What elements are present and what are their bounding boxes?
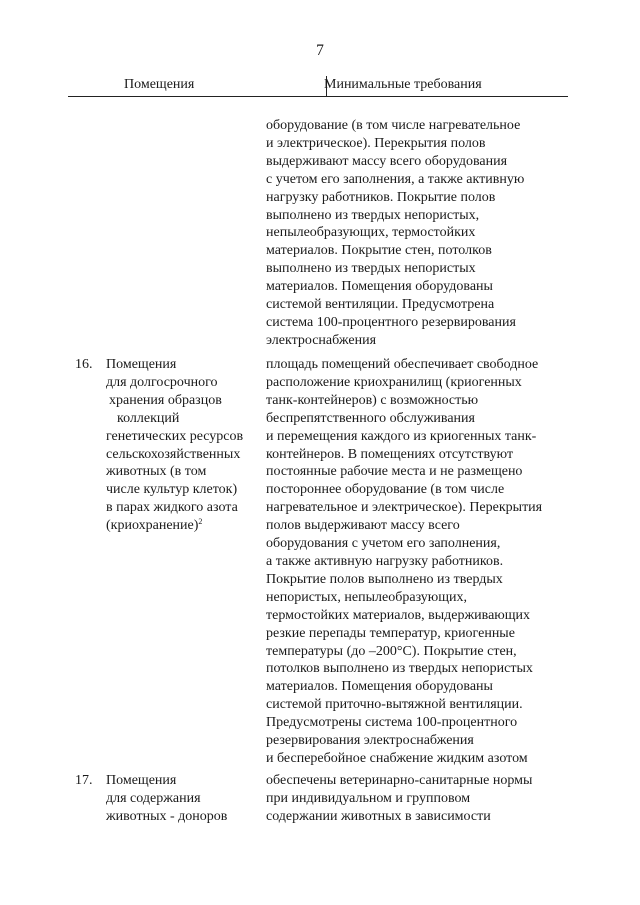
text-line: коллекций	[117, 410, 180, 426]
text-line: при индивидуальном и групповом	[266, 790, 471, 806]
text-line: термостойких материалов, выдерживающих	[266, 607, 531, 623]
text-line: нагревательное и электрическое). Перекрытия	[266, 500, 543, 516]
text-line: с учетом его заполнения, а также активную	[266, 171, 525, 187]
header-premises: Помещения	[124, 77, 195, 92]
text-line: система 100-процентного резервирования	[266, 314, 516, 330]
header-requirements: Минимальные требования	[324, 77, 482, 92]
row-number: 16.	[75, 357, 93, 372]
text-line	[106, 517, 243, 535]
row-premises	[106, 356, 243, 535]
text-line: сельскохозяйственных	[106, 446, 241, 462]
text-line: для содержания	[106, 790, 201, 806]
premises-text: (криохранение)	[106, 518, 199, 534]
footnote-marker: 2	[198, 517, 203, 527]
text-line: потолков выполнено из твердых непористых	[266, 661, 533, 677]
page-number: 7	[316, 42, 324, 59]
text-line: животных (в том	[106, 464, 207, 480]
text-line: площадь помещений обеспечивает свободное	[266, 357, 539, 372]
text-line: Покрытие полов выполнено из твердых	[266, 571, 503, 587]
text-line: материалов. Покрытие стен, потолков	[266, 243, 492, 259]
row-premises	[106, 772, 227, 826]
text-line: животных - доноров	[106, 808, 228, 824]
text-line: выполнено из твердых непористых	[266, 261, 476, 277]
text-line: числе культур клеток)	[106, 482, 238, 498]
text-line: резервирования электроснабжения	[266, 733, 474, 749]
text-line: Предусмотрены система 100-процентного	[266, 715, 518, 731]
text-line: и бесперебойное снабжение жидким азотом	[266, 750, 528, 766]
row-requirements	[266, 356, 542, 768]
text-line: непористых, непылеобразующих,	[266, 589, 468, 605]
text-line: системой вентиляции. Предусмотрена	[266, 297, 495, 313]
text-line: нагрузку работников. Покрытие полов	[266, 189, 496, 205]
continuation-requirements	[266, 117, 524, 350]
text-line: в парах жидкого азота	[106, 500, 238, 516]
text-line: танк-контейнеров) с возможностью	[266, 392, 479, 408]
text-line: постороннее оборудование (в том числе	[266, 482, 505, 498]
text-line: контейнеров. В помещениях отсутствуют	[266, 446, 514, 462]
text-line: оборудования с учетом его заполнения,	[266, 536, 501, 552]
text-line: и электрическое). Перекрытия полов	[266, 135, 486, 151]
text-line: генетических ресурсов	[106, 428, 244, 444]
text-line: электроснабжения	[266, 332, 377, 348]
text-line: материалов. Помещения оборудованы	[266, 279, 493, 295]
row-number: 17.	[75, 773, 93, 788]
text-line: полов выдерживают массу всего	[266, 518, 460, 534]
table-header	[68, 76, 568, 97]
text-line: Помещения	[106, 773, 177, 788]
text-line: температуры (до –200°С). Покрытие стен,	[266, 643, 517, 659]
text-line: беспрепятственного обслуживания	[266, 410, 475, 426]
text-line: системой приточно-вытяжной вентиляции.	[266, 697, 523, 713]
row-requirements	[266, 772, 532, 826]
text-line: расположение криохранилищ (криогенных	[266, 374, 522, 390]
text-line: обеспечены ветеринарно-санитарные нормы	[266, 773, 533, 788]
text-line: оборудование (в том числе нагревательное	[266, 118, 521, 133]
text-line: резкие перепады температур, криогенные	[266, 625, 515, 641]
text-line: хранения образцов	[109, 392, 222, 408]
text-line: выдерживают массу всего оборудования	[266, 153, 508, 169]
text-line: для долгосрочного	[106, 374, 218, 390]
text-line: выполнено из твердых непористых,	[266, 207, 480, 223]
text-line: а также активную нагрузку работников.	[266, 553, 504, 569]
text-line: содержании животных в зависимости	[266, 808, 491, 824]
text-line: и перемещения каждого из криогенных танк-	[266, 428, 537, 444]
text-line: постоянные рабочие места и не размещено	[266, 464, 523, 480]
text-line: непылеобразующих, термостойких	[266, 225, 476, 241]
text-line: материалов. Помещения оборудованы	[266, 679, 493, 695]
text-line: Помещения	[106, 357, 177, 372]
